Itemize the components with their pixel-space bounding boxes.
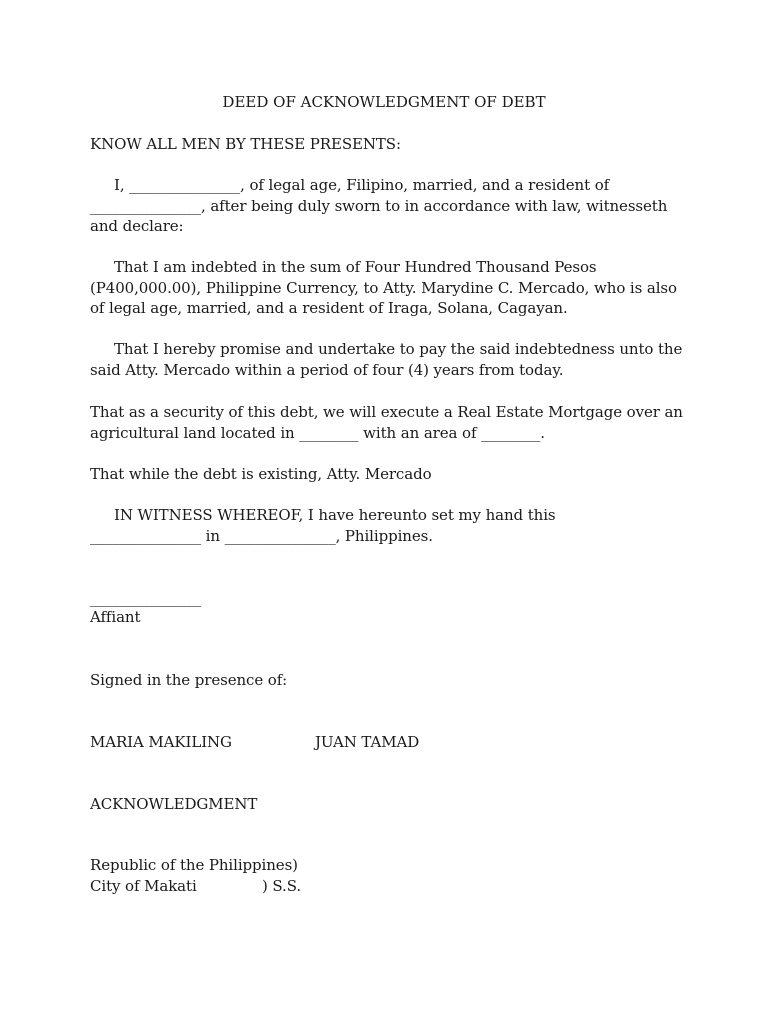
para1-line1: I, _______________, of legal age, Filipino, married, and a resident of [114,176,610,194]
document-title: DEED OF ACKNOWLEDGMENT OF DEBT [222,93,546,111]
signature-line: _______________ [90,589,202,607]
witness-1: MARIA MAKILING [90,733,232,751]
witness-2: JUAN TAMAD [315,733,420,751]
presence-text: Signed in the presence of: [90,671,288,689]
salutation: KNOW ALL MEN BY THESE PRESENTS: [90,135,401,153]
para4-line2: agricultural land located in ________ with an area of ________. [90,424,545,442]
para5: That while the debt is existing, Atty. Mercado [90,465,432,483]
venue-ss: ) S.S. [262,877,302,895]
para2-line1: That I am indebted in the sum of Four Hundred Thousand Pesos [114,258,597,276]
para3-line2: said Atty. Mercado within a period of four (4) years from today. [90,361,564,379]
affiant-label: Affiant [90,608,141,626]
para6-line2: _______________ in _______________, Philippines. [90,527,433,545]
venue-republic: Republic of the Philippines) [90,856,298,874]
para1-line3: and declare: [90,217,184,235]
para6-line1: IN WITNESS WHEREOF, I have hereunto set my hand this [114,506,556,524]
acknowledgment-heading: ACKNOWLEDGMENT [90,795,258,813]
para1-line2: _______________, after being duly sworn to in accordance with law, witnesseth [90,197,668,215]
para4-line1: That as a security of this debt, we will execute a Real Estate Mortgage over an [90,403,683,421]
para2-line3: of legal age, married, and a resident of Iraga, Solana, Cagayan. [90,299,568,317]
para3-line1: That I hereby promise and undertake to pay the said indebtedness unto the [114,340,683,358]
venue-city: City of Makati [90,877,197,895]
para2-line2: (P400,000.00), Philippine Currency, to Atty. Marydine C. Mercado, who is also [90,279,677,297]
